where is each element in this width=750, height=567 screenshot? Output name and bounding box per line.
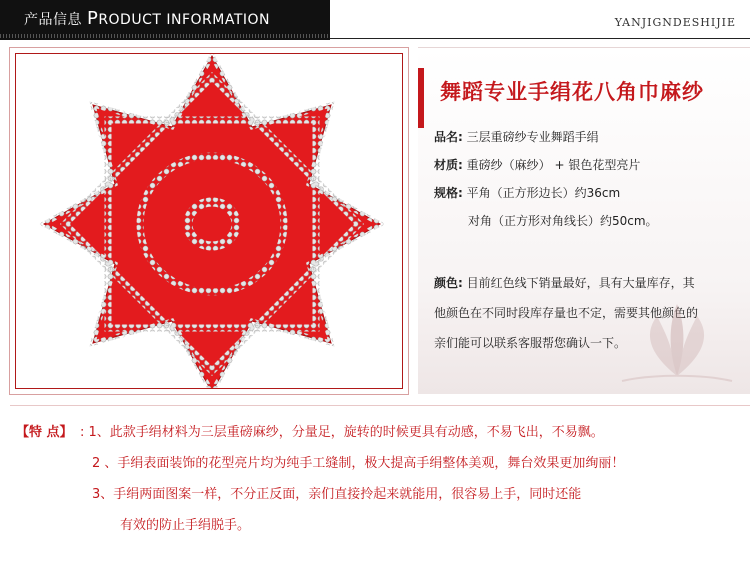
- header-stripes: [0, 34, 330, 38]
- feature-line-3: 3、手绢两面图案一样，不分正反面，亲们直接拎起来就能用，很容易上手，同时还能: [92, 487, 582, 502]
- info-value: 重磅纱（麻纱） + 银色花型亮片: [466, 158, 641, 172]
- feature-line-1: : 1、此款手绢材料为三层重磅麻纱，分量足，旋转的时候更具有动感，不易飞出，不易飘。: [80, 425, 604, 440]
- title-accent-bar: [418, 68, 424, 128]
- info-row-size-diagonal: [468, 212, 658, 229]
- product-image: [15, 53, 403, 389]
- info-value: 亲们能可以联系客服帮您确认一下。: [434, 336, 627, 350]
- section-title: [24, 8, 270, 29]
- header-rule: [330, 38, 750, 39]
- section-title-en: RODUCT INFORMATION: [98, 12, 271, 28]
- info-row-size: [434, 184, 620, 201]
- feature-line-2: 2 、手绢表面装饰的花型亮片均为纯手工缝制，极大提高手绢整体美观，舞台效果更加绚丽！: [92, 456, 625, 471]
- product-image-frame: [9, 47, 409, 395]
- info-value: 对角（正方形对角线长）约50cm。: [468, 214, 658, 228]
- info-row-color-cont2: [434, 334, 626, 351]
- info-label: 材质:: [434, 158, 463, 172]
- info-value: 目前红色线下销量最好，具有大量库存，其: [466, 276, 695, 290]
- octagonal-scarf-icon: [16, 54, 402, 388]
- info-row-name: [434, 128, 599, 145]
- features-section: [0, 405, 750, 567]
- info-value: 三层重磅纱专业舞蹈手绢: [466, 130, 599, 144]
- info-value: 他颜色在不同时段库存量也不定，需要其他颜色的: [434, 306, 699, 320]
- product-name: 舞蹈专业手绢花八角巾麻纱: [440, 80, 704, 104]
- info-label: 品名:: [434, 130, 463, 144]
- lotus-watermark-icon: [612, 296, 742, 386]
- section-title-cn: 产品信息: [24, 12, 82, 28]
- section-header: [0, 0, 750, 40]
- info-label: 规格:: [434, 186, 463, 200]
- info-row-material: [434, 156, 640, 173]
- info-row-color: [434, 274, 695, 291]
- info-label: 颜色:: [434, 276, 463, 290]
- section-title-en-initial: P: [86, 8, 99, 29]
- info-value: 平角（正方形边长）约36cm: [466, 186, 621, 200]
- features-label: 【特 点】: [16, 425, 73, 440]
- feature-line-4: 有效的防止手绢脱手。: [120, 518, 251, 533]
- brand-name: YANJIGNDESHIJIE: [614, 16, 736, 29]
- features-divider: [10, 405, 750, 406]
- product-info-panel: [418, 47, 750, 394]
